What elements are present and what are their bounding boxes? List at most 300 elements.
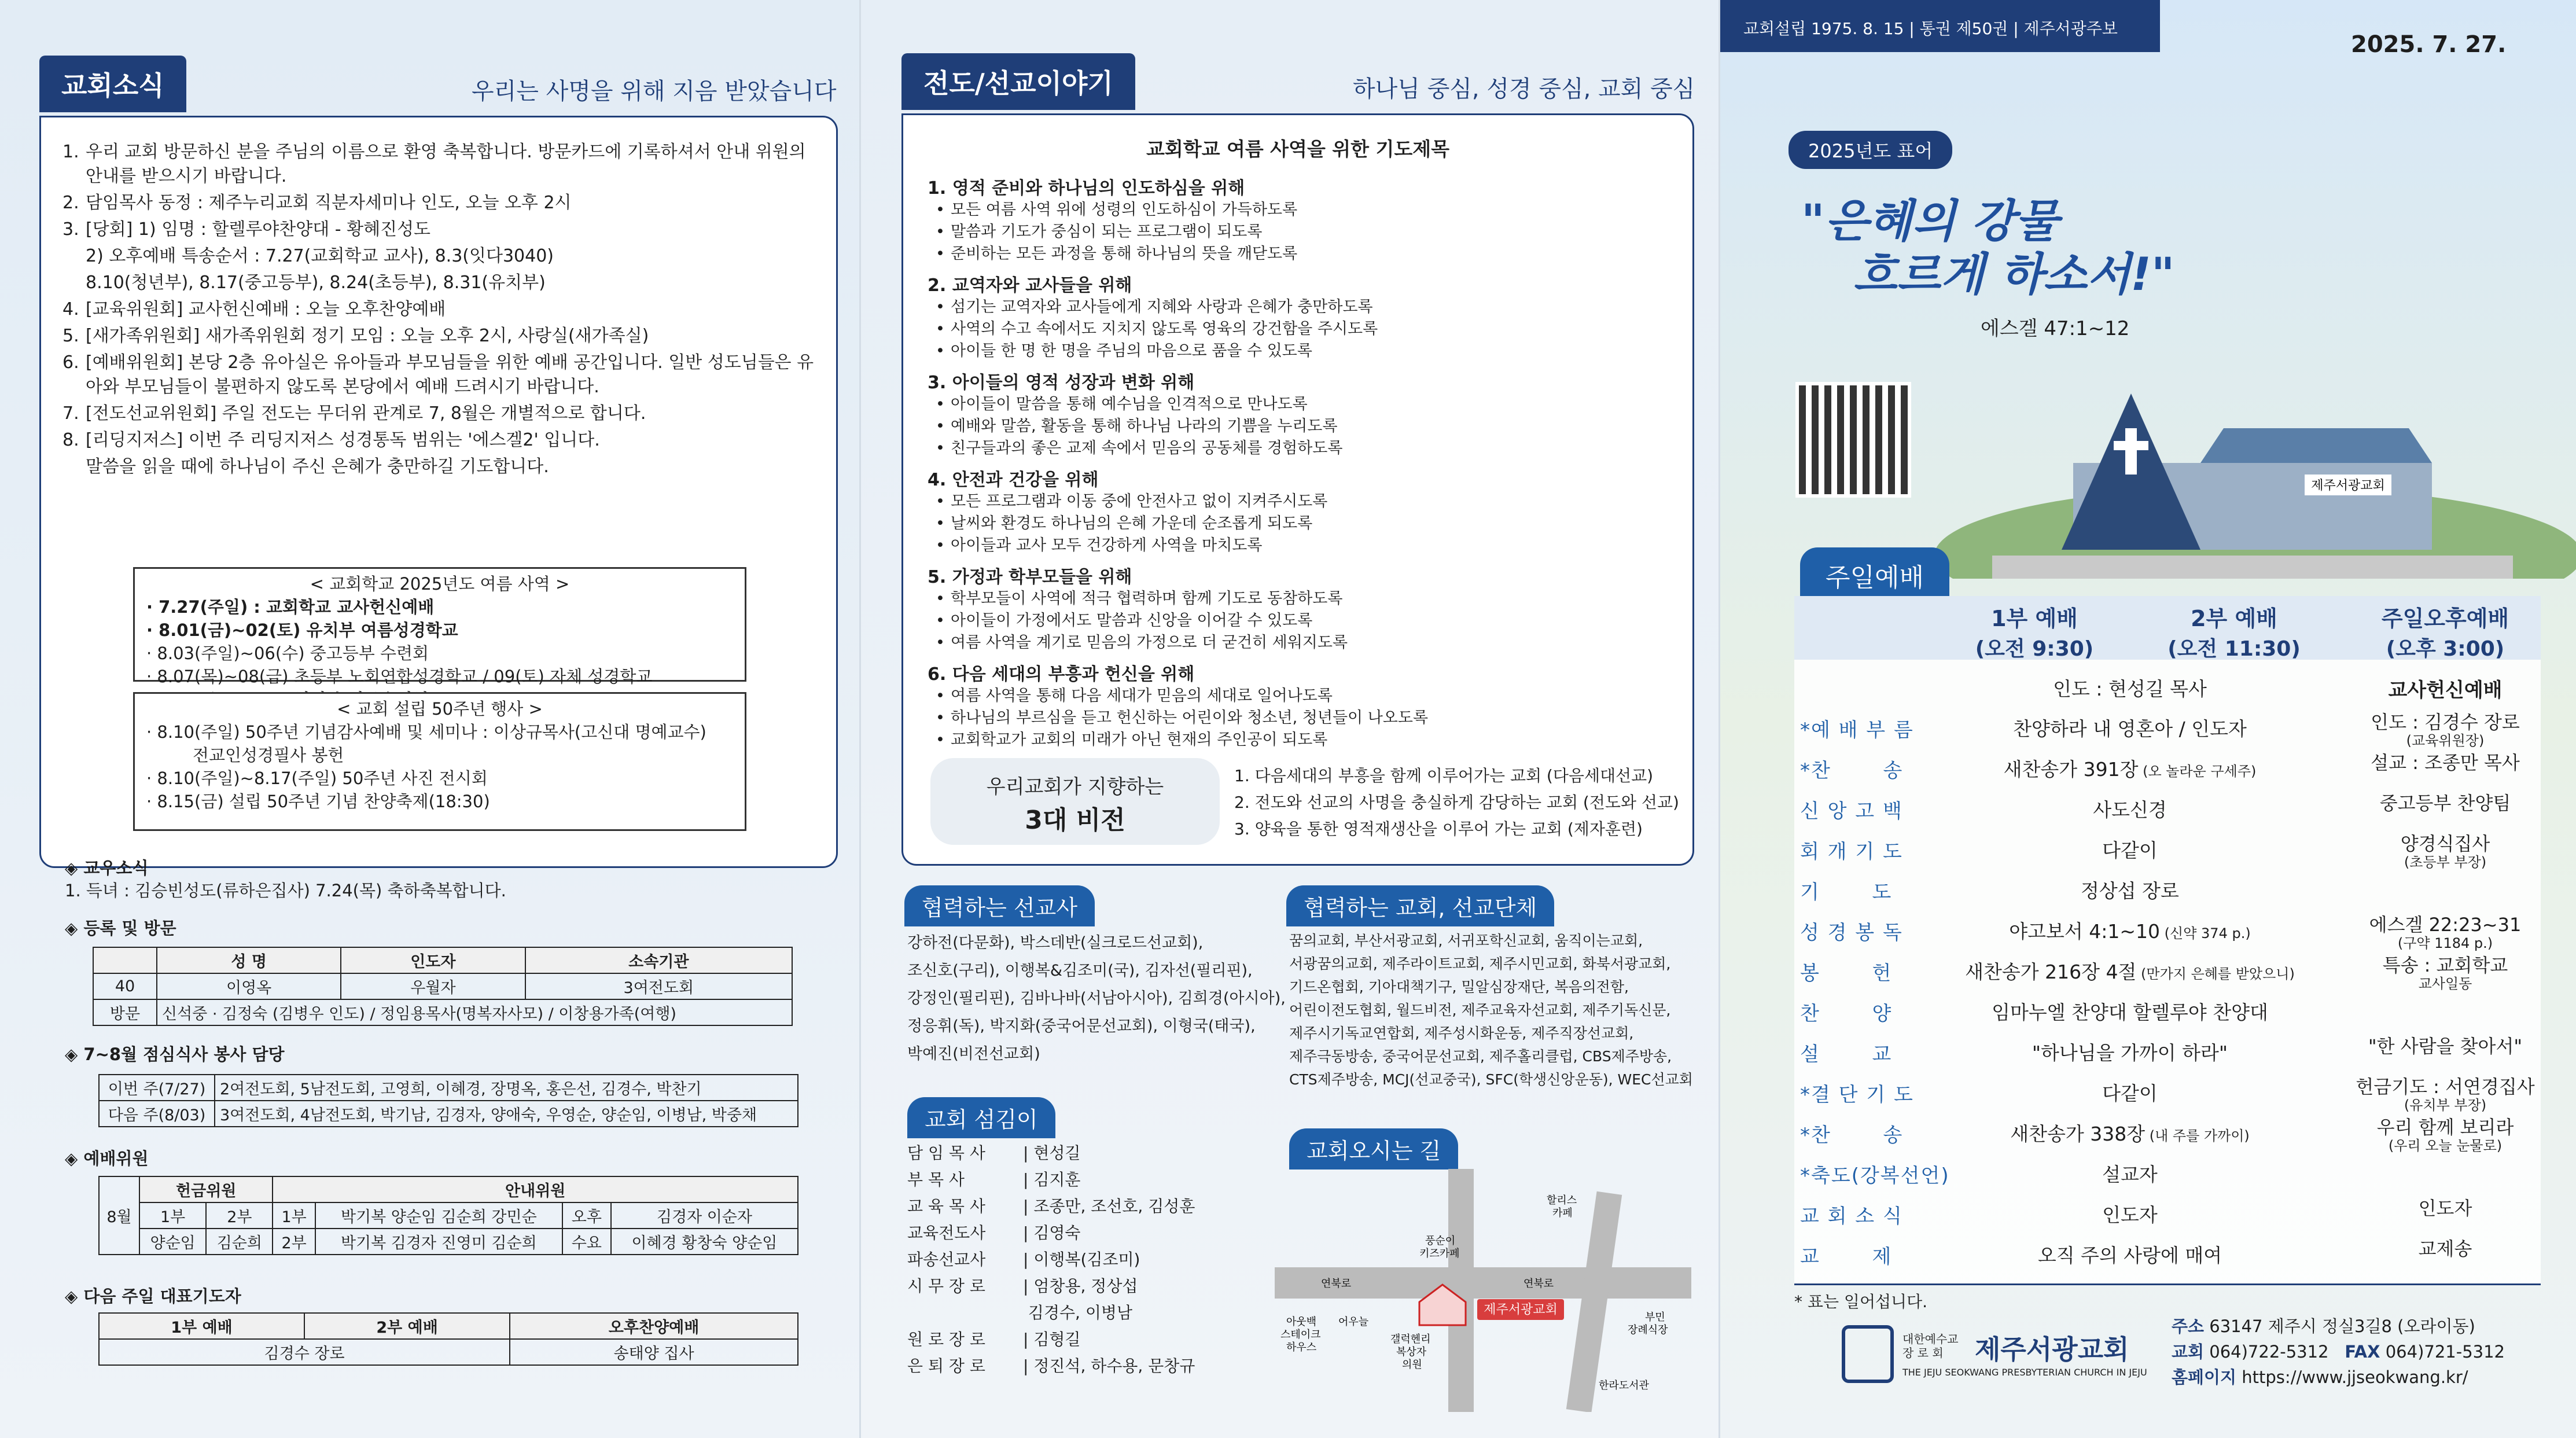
qr-code-icon[interactable]: [1795, 382, 1911, 498]
bound-text: FAX: [2345, 1342, 2380, 1362]
lunch-table: [98, 1074, 798, 1127]
prayer-item: • 모든 프로그램과 이동 중에 안전사고 없이 지켜주시도록: [928, 491, 1668, 513]
partner-line: 기드온협회, 기아대책기구, 밀알심장재단, 복음의전함,: [1289, 979, 1629, 995]
partner-list: [1289, 929, 1693, 1091]
bound-text: 1부: [273, 1202, 315, 1229]
staff-names: | 김영숙: [1023, 1223, 1081, 1242]
worship-pm: [2350, 712, 2541, 749]
worship-row: [1794, 793, 2541, 833]
staff-role: 파송선교사: [907, 1250, 986, 1269]
notice-text: 2) 오후예배 특송순서 : 7.27(교회학교 교사), 8.3(잇다3040): [86, 246, 554, 266]
prayer-heading: 1. 영적 준비와 하나님의 인도하심을 위해: [928, 178, 1245, 198]
top-banner: 교회설립 1975. 8. 15 | 통권 제50권 | 제주서광주보: [1720, 0, 2160, 52]
worship-label: *찬 송: [1800, 1124, 1904, 1147]
staff-row: [907, 1353, 1195, 1380]
notice-text: [리딩지저스] 이번 주 리딩지저스 성경통독 범위는 '에스겔2' 입니다.: [86, 430, 600, 450]
notice-number: 5.: [62, 326, 79, 346]
staff-role: 은 퇴 장 로: [907, 1356, 985, 1376]
bound-text: 1부: [139, 1202, 206, 1229]
notice-number: 4.: [62, 299, 79, 319]
motto-line1: "은혜의 강물: [1801, 196, 2059, 248]
am-item: 사도신경: [2093, 799, 2167, 821]
bound-text: 주일오후예배: [2381, 606, 2509, 631]
church-news-title: 교회소식: [39, 56, 186, 112]
prayer-item: • 말씀과 기도가 중심이 되는 프로그램이 되도록: [928, 221, 1668, 243]
member-news-title: ◈ 교우소식: [65, 855, 148, 879]
usher-title: ◈ 예배위원: [65, 1146, 148, 1169]
bound-text: 064)722-5312: [2209, 1342, 2329, 1362]
bound-text: 안내위원: [273, 1176, 798, 1202]
am-sub: (오 놀라운 구세주): [2138, 763, 2257, 779]
prayer-heading: 3. 아이들의 영적 성장과 변화 위해: [928, 373, 1195, 393]
worship-am: [1939, 1079, 2321, 1106]
svg-text:카페: 카페: [1552, 1207, 1573, 1219]
summer-title: < 교회학교 2025년도 여름 사역 >: [310, 574, 570, 594]
svg-text:스테이크: 스테이크: [1280, 1329, 1321, 1341]
worship-pm: [2350, 752, 2541, 773]
vision-list: [1234, 763, 1679, 843]
notice-item: [62, 218, 815, 242]
bound-text: 연북로: [1321, 1278, 1352, 1290]
worship-table: [1794, 596, 2541, 1285]
bound-text: 홈페이지: [2172, 1367, 2237, 1387]
worship-row: [1794, 1036, 2541, 1076]
worship-label: 찬 양: [1800, 1002, 1893, 1025]
bound-text: 3여전도회: [525, 973, 792, 999]
svg-text:키즈카페: 키즈카페: [1419, 1248, 1460, 1260]
am-item: 임마누엘 찬양대: [1992, 1001, 2133, 1024]
am-item: 설교자: [2102, 1163, 2158, 1186]
bound-text: 2부 예배: [2191, 606, 2277, 631]
bound-text: 인도자: [341, 947, 525, 973]
staff-names: | 이행복(김조미): [1023, 1250, 1140, 1269]
notice-item: [62, 455, 815, 479]
prayer-title: 교회학교 여름 사역을 위한 기도제목: [1146, 138, 1450, 160]
worship-pm: [2350, 1117, 2541, 1154]
notice-item: [62, 351, 815, 399]
partner-line: 제주극동방송, 중국어문선교회, 제주홀리클럽, CBS제주방송,: [1289, 1048, 1672, 1065]
notice-number: 2.: [62, 193, 79, 213]
map-church-label: 제주서광교회: [1484, 1303, 1558, 1317]
col-1-header: [1939, 601, 2130, 662]
svg-text:부민: 부민: [1645, 1311, 1665, 1323]
svg-text:풍순이: 풍순이: [1425, 1235, 1456, 1247]
notice-item: [62, 140, 815, 189]
bound-text: 2부: [273, 1229, 315, 1255]
member-news-text: 1. 득녀 : 김승빈성도(류하은집사) 7.24(목) 축하축복합니다.: [65, 881, 506, 900]
bound-text: 이혜경 황창숙 양순임: [611, 1229, 798, 1255]
anniversary-item: · 8.10(주일) 50주년 기념감사예배 및 세미나 : 이상규목사(고신대 명예교수): [146, 722, 706, 742]
homepage-link[interactable]: https://www.jjseokwang.kr/: [2242, 1367, 2468, 1387]
staff-names: | 엄창용, 정상섭: [1023, 1277, 1138, 1296]
bound-text: 대한예수교: [1902, 1332, 1959, 1346]
worship-label: *예 배 부 름: [1800, 719, 1914, 742]
worship-label: *찬 송: [1800, 759, 1904, 782]
am-item: 할렐루야 찬양대: [2133, 1001, 2268, 1024]
bound-text: 김경수 장로: [99, 1339, 510, 1365]
worship-row: [1794, 955, 2541, 995]
pm-item: "한 사람을 찾아서": [2368, 1035, 2523, 1057]
worship-am: [1939, 1200, 2321, 1227]
worship-am: [1939, 714, 2321, 741]
am-sub: (만가지 은혜를 받았으니): [2136, 966, 2295, 982]
bound-text: 3여전도회, 4남전도회, 박기남, 김경자, 양애숙, 우영순, 양순임, 이병남, 박중채: [215, 1101, 798, 1127]
church-building-image: [1934, 312, 2576, 579]
notice-number: 7.: [62, 403, 79, 424]
lunch-title: ◈ 7~8월 점심식사 봉사 담당: [65, 1042, 284, 1065]
bound-text: 박기복 김경자 진영미 김순희: [315, 1229, 562, 1255]
staff-row: [907, 1300, 1195, 1326]
worship-label: 봉 헌: [1800, 962, 1893, 985]
worship-am: [1939, 836, 2321, 863]
notice-item: [62, 324, 815, 348]
bound-text: 장 로 회: [1902, 1346, 1944, 1360]
worship-label: 교 회 소 식: [1800, 1205, 1903, 1228]
summer-item: · 8.03(주일)~06(수) 중고등부 수련회: [146, 643, 429, 663]
notice-list: [62, 140, 815, 481]
worship-row: [1794, 1198, 2541, 1238]
notice-item: [62, 244, 815, 269]
prayer-item: • 섬기는 교역자와 교사들에게 지혜와 사랑과 은혜가 충만하도록: [928, 296, 1668, 318]
worship-row: [1794, 914, 2541, 955]
summer-item: · 7.27(주일) : 교회학교 교사헌신예배: [146, 597, 435, 617]
prayer-item: • 교회학교가 교회의 미래가 아닌 현재의 주인공이 되도록: [928, 729, 1668, 751]
motto-ref: 에스겔 47:1~12: [1981, 317, 2130, 340]
summer-ministry-box: [133, 567, 746, 686]
vision-line1: 우리교회가 지향하는: [986, 775, 1164, 799]
vision-item: 3. 양육을 통한 영적재생산을 이루어 가는 교회 (제자훈련): [1234, 819, 1643, 838]
summer-item: · 8.07(목)~08(금) 초등부 노회연합성경학교 / 09(토) 자체 성경학교: [146, 667, 653, 686]
worship-am: [1939, 1119, 2321, 1146]
missionary-line: 조신호(구리), 이행복&김조미(국), 김자선(필리핀),: [907, 962, 1253, 980]
pm-item: 헌금기도 : 서연경집사: [2356, 1076, 2535, 1098]
prayer-item: • 준비하는 모든 과정을 통해 하나님의 뜻을 깨닫도록: [928, 243, 1668, 265]
staff-row: [907, 1193, 1195, 1220]
rep-prayer-title: ◈ 다음 주일 대표기도자: [65, 1283, 241, 1307]
anniversary-item: · 8.15(금) 설립 50주년 기념 찬양축제(18:30): [146, 792, 490, 811]
worship-am: [1939, 957, 2321, 984]
missionary-line: 박예진(비전선교회): [907, 1045, 1040, 1063]
am-item: 다같이: [2102, 839, 2158, 862]
bound-text: 김경자 이순자: [611, 1202, 798, 1229]
prayer-item: • 아이들이 가정에서도 말씀과 신앙을 이어갈 수 있도록: [928, 610, 1668, 632]
bound-text: 40: [93, 973, 157, 999]
pm-sub: (유치부 부장): [2404, 1097, 2487, 1113]
staff-role: 시 무 장 로: [907, 1277, 985, 1296]
map-title: 교회오시는 길: [1289, 1128, 1458, 1169]
pm-sub: 교사일동: [2418, 976, 2472, 992]
col-2-header: [2147, 601, 2321, 662]
prayer-item: • 아이들이 말씀을 통해 예수님을 인격적으로 만나도록: [928, 393, 1668, 415]
notice-number: 1.: [62, 142, 79, 162]
registration-title: ◈ 등록 및 방문: [65, 915, 176, 939]
missionary-title: 협력하는 선교사: [904, 885, 1095, 926]
am-item: 정상섭 장로: [2081, 880, 2179, 902]
bound-text: (오후 3:00): [2386, 637, 2505, 661]
anniversary-title: < 교회 설립 50주년 행사 >: [337, 699, 543, 719]
staff-role: 원 로 장 로: [907, 1330, 985, 1349]
vision-item: 1. 다음세대의 부흥을 함께 이루어가는 교회 (다음세대선교): [1234, 766, 1654, 785]
worship-label: 신 앙 고 백: [1800, 800, 1903, 823]
worship-label: 성 경 봉 독: [1800, 921, 1903, 944]
worship-label: *축도(강복선언): [1800, 1164, 1950, 1187]
prayer-item: • 아이들 한 명 한 명을 주님의 마음으로 품을 수 있도록: [928, 340, 1668, 362]
worship-row: [1794, 1157, 2541, 1198]
notice-item: [62, 402, 815, 426]
worship-pm: [2350, 833, 2541, 870]
bound-text: 다음 주(8/03): [99, 1101, 215, 1127]
mission-panel: [859, 0, 1718, 1438]
staff-names: | 조종만, 조선호, 김성훈: [1023, 1197, 1195, 1216]
pm-item: 특송 : 교회학교: [2382, 954, 2508, 976]
logo-denomination: [1902, 1332, 1959, 1360]
am-item: 인도자: [2102, 1204, 2158, 1226]
bound-text: (오전 9:30): [1975, 637, 2094, 661]
bound-text: 2부 예배: [304, 1313, 510, 1339]
worship-pm: [2350, 914, 2541, 951]
building-sign: 제주서광교회: [2311, 479, 2385, 493]
prayer-item: • 친구들과의 좋은 교제 속에서 믿음의 공동체를 경험하도록: [928, 437, 1668, 459]
bound-text: 양순임: [139, 1229, 206, 1255]
registration-table: [93, 947, 793, 1026]
staff-row: [907, 1140, 1195, 1167]
notice-number: [62, 271, 86, 295]
notice-item: [62, 271, 815, 295]
worship-row: [1794, 874, 2541, 914]
missionary-list: [907, 929, 1286, 1068]
svg-text:복상자: 복상자: [1396, 1346, 1427, 1358]
vision-line2: 3대 비전: [1025, 806, 1125, 835]
prayer-item: • 날씨와 환경도 하나님의 은혜 가운데 순조롭게 되도록: [928, 513, 1668, 535]
col-3-header: [2350, 601, 2541, 662]
notice-item: [62, 191, 815, 215]
missionary-line: 강하전(다문화), 박스데반(실크로드선교회),: [907, 934, 1204, 952]
staff-row: [907, 1246, 1195, 1273]
bound-text: (오전 11:30): [2167, 637, 2301, 661]
svg-text:아웃백: 아웃백: [1286, 1316, 1317, 1328]
motto-line2: 흐르게 하소서!": [1853, 249, 2175, 301]
worship-label: *결 단 기 도: [1800, 1083, 1914, 1106]
bound-text: 교회: [2172, 1342, 2205, 1362]
prayer-item: • 하나님의 부르심을 듣고 헌신하는 어린이와 청소년, 청년들이 나오도록: [928, 707, 1668, 729]
worship-am: [1939, 998, 2321, 1025]
staff-role: 교 육 목 사: [907, 1197, 985, 1216]
pm-item: 인도 : 김경수 장로: [2371, 711, 2520, 733]
staff-row: [907, 1167, 1195, 1193]
am-sub: (내 주를 가까이): [2145, 1128, 2250, 1144]
notice-number: [62, 455, 86, 479]
staff-names: | 김지훈: [1023, 1170, 1081, 1189]
notice-item: [62, 297, 815, 322]
pm-item: 중고등부 찬양팀: [2379, 792, 2511, 814]
anniversary-item: · 8.10(주일)~8.17(주일) 50주년 사진 전시회: [146, 768, 488, 788]
staff-title: 교회 섬김이: [907, 1097, 1055, 1138]
staff-row: [907, 1220, 1195, 1246]
prayer-item: • 아이들과 교사 모두 건강하게 사역을 마치도록: [928, 535, 1668, 557]
svg-text:의원: 의원: [1402, 1359, 1422, 1371]
notice-number: 6.: [62, 352, 79, 373]
bound-text: 송태양 집사: [510, 1339, 798, 1365]
staff-role: 담 임 목 사: [907, 1143, 985, 1163]
am-item: 새찬송가 216장 4절: [1965, 961, 2137, 983]
worship-pm: [2350, 1198, 2541, 1219]
notice-text: [예배위원회] 본당 2층 유아실은 유아들과 부모님들을 위한 예배 공간입니다. 일반 성도님들은 유아와 부모님들이 불편하지 않도록 본당에서 예배 드려시기 바랍니다.: [86, 352, 814, 397]
notice-text: [당회] 1) 임명 : 할렐루야찬양대 - 황혜진성도: [86, 219, 431, 240]
pm-sub: (구약 1184 p.): [2397, 935, 2493, 951]
worship-label: 기 도: [1800, 881, 1893, 904]
prayer-list: [928, 168, 1668, 751]
notice-text: 우리 교회 방문하신 분을 주님의 이름으로 환영 축복합니다. 방문카드에 기록하셔서 안내 위원의 안내를 받으시기 바랍니다.: [86, 142, 806, 186]
logo-name: 제주서광교회: [1975, 1334, 2129, 1365]
pm-item: 우리 함께 보리라: [2376, 1116, 2514, 1138]
am-item: 찬양하라 내 영혼아 / 인도자: [2013, 718, 2247, 740]
am-item: 새찬송가 391장: [2003, 758, 2139, 781]
anniversary-box: [133, 692, 746, 831]
notice-text: [새가족위원회] 새가족위원회 정기 모임 : 오늘 오후 2시, 사랑실(새가족실): [86, 326, 649, 346]
am-item: 새찬송가 338장: [2010, 1123, 2146, 1145]
bound-text: 1부 예배: [99, 1313, 304, 1339]
bound-text: 2여전도회, 5남전도회, 고영희, 이혜경, 장명옥, 홍은선, 김경수, 박찬기: [215, 1075, 798, 1101]
contact-block: [2172, 1314, 2505, 1390]
pm-item: 인도자: [2418, 1197, 2472, 1219]
bound-text: 연북로: [1523, 1278, 1554, 1290]
notice-text: 8.10(청년부), 8.17(중고등부), 8.24(초등부), 8.31(유치부): [86, 273, 546, 293]
worship-row: [1794, 1117, 2541, 1157]
am-item: 야고보서 4:1~10: [2009, 920, 2161, 943]
bound-text: 성 명: [157, 947, 341, 973]
worship-pm: [2350, 793, 2541, 814]
bound-text: 이번 주(7/27): [99, 1075, 215, 1101]
worship-am: [1939, 876, 2321, 903]
staff-list: [907, 1140, 1195, 1380]
rep-prayer-table: [98, 1312, 798, 1366]
vision-item: 2. 전도와 선교의 사명을 충실하게 감당하는 교회 (전도와 선교): [1234, 793, 1679, 812]
missionary-line: 정응휘(독), 박지화(중국어문선교회), 이형국(태국),: [907, 1017, 1256, 1035]
worship-am: [1939, 755, 2321, 782]
worship-am: [1939, 795, 2321, 822]
worship-label: 회 개 기 도: [1800, 840, 1903, 863]
am-leader: 인도 : 현성길 목사: [2053, 678, 2207, 700]
worship-label: 교 제: [1800, 1245, 1893, 1268]
am-item: 오직 주의 사랑에 매여: [2037, 1244, 2222, 1267]
svg-text:하우스: 하우스: [1286, 1341, 1317, 1354]
pm-item: 에스겔 22:23~31: [2369, 914, 2522, 936]
staff-role: 교육전도사: [907, 1223, 986, 1242]
worship-row: [1794, 833, 2541, 874]
worship-pm: [2350, 955, 2541, 992]
usher-table: [98, 1176, 798, 1255]
bound-text: 한라도서관: [1599, 1380, 1649, 1392]
worship-row: [1794, 995, 2541, 1036]
am-item: 다같이: [2102, 1082, 2158, 1105]
worship-am: [1939, 917, 2321, 944]
church-news-panel: [0, 0, 859, 1438]
staff-role: 부 목 사: [907, 1170, 965, 1189]
church-logo-icon: [1842, 1325, 1894, 1383]
partner-line: 꿈의교회, 부산서광교회, 서귀포학신교회, 움직이는교회,: [1289, 932, 1643, 949]
footnote: * 표는 일어섭니다.: [1794, 1292, 1928, 1311]
partner-line: 어린이전도협회, 월드비전, 제주교육자선교회, 제주기독신문,: [1289, 1002, 1671, 1018]
issue-date: 2025. 7. 27.: [2351, 31, 2507, 58]
notice-number: 3.: [62, 219, 79, 240]
pm-item: 교제송: [2418, 1238, 2472, 1260]
bound-text: 2부: [206, 1202, 273, 1229]
staff-names: 김경수, 이병남: [1023, 1303, 1132, 1322]
bound-text: 63147 제주시 정실3길8 (오라이동): [2209, 1316, 2475, 1336]
worship-row: [1794, 1238, 2541, 1279]
worship-am: [1939, 1038, 2321, 1065]
prayer-item: • 모든 여름 사역 위에 성령의 인도하심이 가득하도록: [928, 199, 1668, 221]
staff-names: | 정진석, 하수용, 문창규: [1023, 1356, 1195, 1376]
bound-text: 신석중 · 김정숙 (김병우 인도) / 정임용목사(명복자사모) / 이창용가족(여행): [157, 999, 792, 1025]
bound-text: 어우늘: [1338, 1316, 1369, 1328]
summer-item: · 8.01(금)~02(토) 유치부 여름성경학교: [146, 620, 458, 640]
prayer-item: • 사역의 수고 속에서도 지치지 않도록 영육의 강건함을 주시도록: [928, 318, 1668, 340]
bound-text: 이영옥: [157, 973, 341, 999]
bound-text: 1부 예배: [1991, 606, 2078, 631]
am-sub: (신약 374 p.): [2160, 925, 2251, 941]
bound-text: 김순희: [206, 1229, 273, 1255]
prayer-heading: 5. 가정과 학부모들을 위해: [928, 567, 1132, 587]
pm-sub: (교육위원장): [2406, 733, 2485, 749]
church-map: [1275, 1169, 1691, 1412]
partner-line: 서광꿈의교회, 제주라이트교회, 제주시민교회, 화북서광교회,: [1289, 955, 1671, 972]
worship-row: [1794, 712, 2541, 752]
worship-title: 주일예배: [1800, 547, 1949, 603]
worship-am: [1939, 1241, 2321, 1268]
svg-text:장례식장: 장례식장: [1628, 1324, 1668, 1336]
notice-text: [전도선교위원회] 주일 전도는 무더위 관계로 7, 8월은 개별적으로 합니다.: [86, 403, 646, 424]
bound-text: 오후: [562, 1202, 611, 1229]
pm-title: 교사헌신예배: [2388, 679, 2503, 702]
worship-pm: [2350, 1076, 2541, 1113]
bound-text: 방문: [93, 999, 157, 1025]
staff-names: | 김형길: [1023, 1330, 1081, 1349]
svg-text:할리스: 할리스: [1547, 1194, 1577, 1207]
bound-text: 8월: [99, 1176, 139, 1255]
prayer-heading: 6. 다음 세대의 부흥과 헌신을 위해: [928, 664, 1195, 685]
worship-row: [1794, 1076, 2541, 1117]
pm-item: 양경식집사: [2400, 833, 2490, 855]
pm-sub: (초등부 부장): [2404, 854, 2487, 870]
bound-text: 소속기관: [525, 947, 792, 973]
mission-title: 전도/선교이야기: [901, 53, 1135, 110]
cover-panel: [1718, 0, 2576, 1438]
motto-tag: 2025년도 표어: [1789, 131, 1952, 169]
worship-row: [1794, 752, 2541, 793]
bound-text: 오후찬양예배: [510, 1313, 798, 1339]
bound-text: 수요: [562, 1229, 611, 1255]
notice-number: 8.: [62, 430, 79, 450]
notice-text: 담임목사 동정 : 제주누리교회 직분자세미나 인도, 오늘 오후 2시: [86, 193, 572, 213]
church-news-subtitle: 우리는 사명을 위해 지음 받았습니다: [472, 78, 837, 105]
am-item: "하나님을 가까이 하라": [2032, 1042, 2228, 1064]
prayer-item: • 학부모들이 사역에 적극 협력하며 함께 기도로 동참하도록: [928, 588, 1668, 610]
bound-text: 주소: [2172, 1316, 2205, 1336]
prayer-item: • 여름 사역을 통해 다음 세대가 믿음의 세대로 일어나도록: [928, 685, 1668, 707]
bound-text: 박기복 양순임 김순희 강민순: [315, 1202, 562, 1229]
partner-title: 협력하는 교회, 선교단체: [1286, 885, 1554, 926]
notice-text: [교육위원회] 교사헌신예배 : 오늘 오후찬양예배: [86, 299, 446, 319]
logo-english: THE JEJU SEOKWANG PRESBYTERIAN CHURCH IN JEJU: [1902, 1367, 2147, 1378]
mission-subtitle: 하나님 중심, 성경 중심, 교회 중심: [1353, 76, 1695, 102]
bound-text: 064)721-5312: [2385, 1342, 2505, 1362]
pm-sub: (우리 오늘 눈물로): [2388, 1138, 2503, 1154]
pm-item: 설교 : 조종만 목사: [2371, 752, 2520, 774]
notice-text: 말씀을 읽을 때에 하나님이 주신 은혜가 충만하길 기도합니다.: [86, 457, 549, 477]
worship-label: 설 교: [1800, 1043, 1893, 1066]
worship-pm: [2350, 1036, 2541, 1057]
